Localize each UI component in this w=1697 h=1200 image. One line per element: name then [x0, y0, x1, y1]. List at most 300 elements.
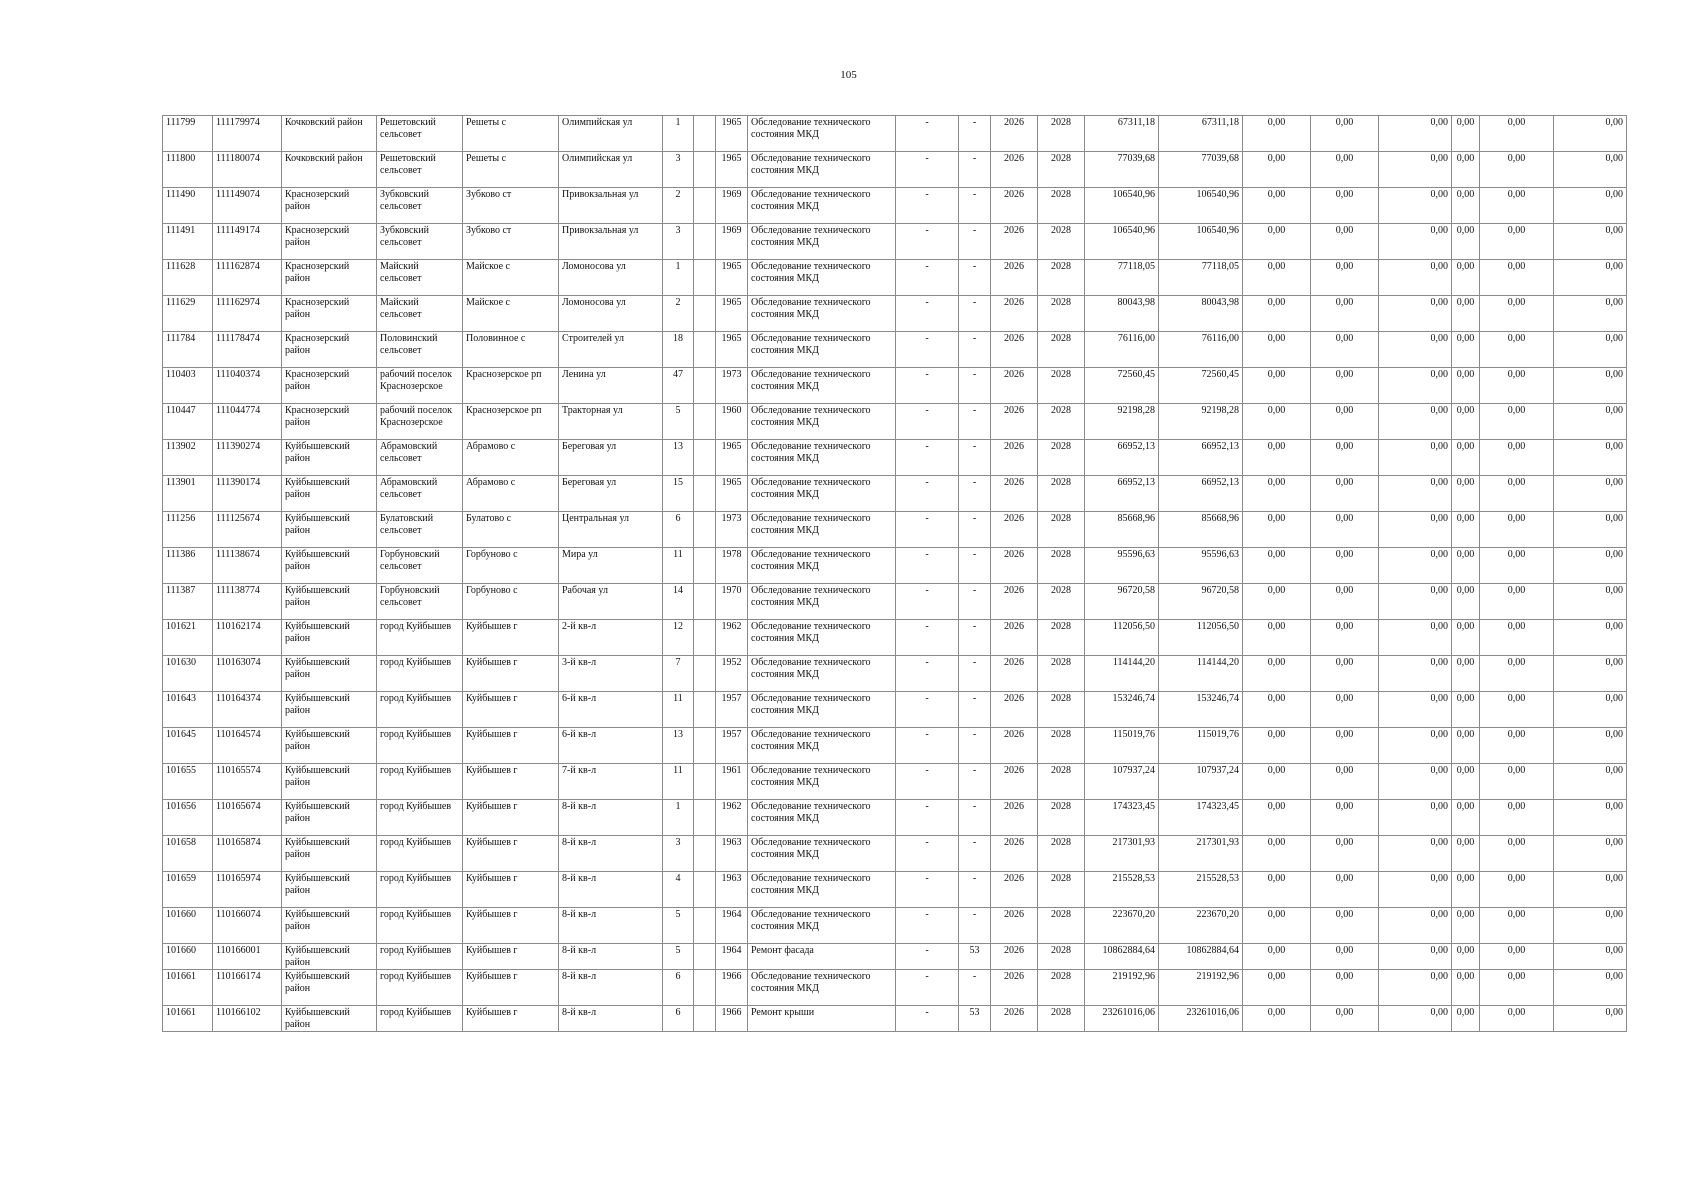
fund-3-cell: 0,00: [1379, 116, 1452, 152]
fund-4-cell: 0,00: [1452, 296, 1480, 332]
settlement-cell: Куйбышев г: [463, 620, 559, 656]
end-year-cell: 2028: [1038, 512, 1085, 548]
building-cell: [694, 656, 716, 692]
row-id-cell: 111386: [163, 548, 213, 584]
work-type-cell: Обследование технического состояния МКД: [748, 548, 896, 584]
start-year-cell: 2026: [991, 512, 1038, 548]
settlement-cell: Куйбышев г: [463, 872, 559, 908]
fund-3-cell: 0,00: [1379, 260, 1452, 296]
work-type-cell: Обследование технического состояния МКД: [748, 584, 896, 620]
table-body: [163, 116, 1627, 1032]
year-built-cell: 1965: [716, 332, 748, 368]
fund-1-cell: 0,00: [1243, 656, 1311, 692]
district-cell: Краснозерский район: [282, 368, 377, 404]
end-year-cell: 2028: [1038, 152, 1085, 188]
fund-2-cell: 0,00: [1311, 800, 1379, 836]
fund-3-cell: 0,00: [1379, 440, 1452, 476]
start-year-cell: 2026: [991, 970, 1038, 1006]
fund-5-cell: 0,00: [1480, 872, 1554, 908]
municipality-cell: город Куйбышев: [377, 728, 463, 764]
work-type-cell: Ремонт крыши: [748, 1006, 896, 1032]
end-year-cell: 2028: [1038, 224, 1085, 260]
fund-1-cell: 0,00: [1243, 152, 1311, 188]
fund-2-cell: 0,00: [1311, 908, 1379, 944]
fund-6-cell: 0,00: [1554, 296, 1627, 332]
row-id-cell: 111784: [163, 332, 213, 368]
param2-cell: -: [959, 512, 991, 548]
start-year-cell: 2026: [991, 656, 1038, 692]
house-number-cell: 7: [663, 656, 694, 692]
house-code-cell: 111149074: [213, 188, 282, 224]
end-year-cell: 2028: [1038, 872, 1085, 908]
end-year-cell: 2028: [1038, 620, 1085, 656]
street-cell: 8-й кв-л: [559, 872, 663, 908]
fund-3-cell: 0,00: [1379, 296, 1452, 332]
street-cell: Ленина ул: [559, 368, 663, 404]
fund-5-cell: 0,00: [1480, 476, 1554, 512]
total-cost-cell: 106540,96: [1085, 188, 1159, 224]
fund-2-cell: 0,00: [1311, 836, 1379, 872]
fund-1-cell: 0,00: [1243, 728, 1311, 764]
table-row: [163, 404, 1627, 440]
fund-4-cell: 0,00: [1452, 692, 1480, 728]
building-cell: [694, 1006, 716, 1032]
cost-cell: 96720,58: [1159, 584, 1243, 620]
district-cell: Куйбышевский район: [282, 548, 377, 584]
building-cell: [694, 440, 716, 476]
start-year-cell: 2026: [991, 332, 1038, 368]
cost-cell: 112056,50: [1159, 620, 1243, 656]
table-row: [163, 476, 1627, 512]
fund-2-cell: 0,00: [1311, 476, 1379, 512]
cost-cell: 114144,20: [1159, 656, 1243, 692]
fund-4-cell: 0,00: [1452, 800, 1480, 836]
fund-4-cell: 0,00: [1452, 548, 1480, 584]
param-cell: -: [896, 872, 959, 908]
total-cost-cell: 106540,96: [1085, 224, 1159, 260]
municipality-cell: Зубковский сельсовет: [377, 224, 463, 260]
settlement-cell: Зубково ст: [463, 224, 559, 260]
cost-cell: 23261016,06: [1159, 1006, 1243, 1032]
total-cost-cell: 217301,93: [1085, 836, 1159, 872]
house-number-cell: 11: [663, 764, 694, 800]
municipality-cell: Горбуновский сельсовет: [377, 584, 463, 620]
fund-5-cell: 0,00: [1480, 584, 1554, 620]
row-id-cell: 101660: [163, 944, 213, 970]
total-cost-cell: 223670,20: [1085, 908, 1159, 944]
cost-cell: 66952,13: [1159, 440, 1243, 476]
building-cell: [694, 908, 716, 944]
work-type-cell: Обследование технического состояния МКД: [748, 512, 896, 548]
municipality-cell: город Куйбышев: [377, 620, 463, 656]
fund-6-cell: 0,00: [1554, 800, 1627, 836]
row-id-cell: 111387: [163, 584, 213, 620]
year-built-cell: 1970: [716, 584, 748, 620]
fund-6-cell: 0,00: [1554, 548, 1627, 584]
param2-cell: -: [959, 296, 991, 332]
fund-6-cell: 0,00: [1554, 764, 1627, 800]
cost-cell: 115019,76: [1159, 728, 1243, 764]
fund-5-cell: 0,00: [1480, 970, 1554, 1006]
cost-cell: 106540,96: [1159, 224, 1243, 260]
table-row: [163, 764, 1627, 800]
district-cell: Куйбышевский район: [282, 1006, 377, 1032]
row-id-cell: 111629: [163, 296, 213, 332]
municipality-cell: город Куйбышев: [377, 872, 463, 908]
year-built-cell: 1964: [716, 908, 748, 944]
house-number-cell: 11: [663, 692, 694, 728]
district-cell: Куйбышевский район: [282, 656, 377, 692]
fund-6-cell: 0,00: [1554, 656, 1627, 692]
fund-3-cell: 0,00: [1379, 584, 1452, 620]
fund-1-cell: 0,00: [1243, 332, 1311, 368]
total-cost-cell: 174323,45: [1085, 800, 1159, 836]
total-cost-cell: 153246,74: [1085, 692, 1159, 728]
fund-4-cell: 0,00: [1452, 970, 1480, 1006]
total-cost-cell: 95596,63: [1085, 548, 1159, 584]
work-type-cell: Обследование технического состояния МКД: [748, 728, 896, 764]
total-cost-cell: 77039,68: [1085, 152, 1159, 188]
house-number-cell: 3: [663, 224, 694, 260]
end-year-cell: 2028: [1038, 656, 1085, 692]
param-cell: -: [896, 260, 959, 296]
total-cost-cell: 112056,50: [1085, 620, 1159, 656]
fund-1-cell: 0,00: [1243, 296, 1311, 332]
table-row: [163, 836, 1627, 872]
house-number-cell: 14: [663, 584, 694, 620]
param2-cell: -: [959, 116, 991, 152]
municipality-cell: город Куйбышев: [377, 908, 463, 944]
district-cell: Куйбышевский район: [282, 944, 377, 970]
fund-5-cell: 0,00: [1480, 944, 1554, 970]
end-year-cell: 2028: [1038, 836, 1085, 872]
fund-6-cell: 0,00: [1554, 152, 1627, 188]
district-cell: Краснозерский район: [282, 260, 377, 296]
street-cell: 3-й кв-л: [559, 656, 663, 692]
district-cell: Краснозерский район: [282, 404, 377, 440]
fund-5-cell: 0,00: [1480, 692, 1554, 728]
street-cell: Центральная ул: [559, 512, 663, 548]
start-year-cell: 2026: [991, 548, 1038, 584]
municipality-cell: город Куйбышев: [377, 1006, 463, 1032]
param2-cell: -: [959, 728, 991, 764]
param2-cell: -: [959, 970, 991, 1006]
work-type-cell: Обследование технического состояния МКД: [748, 224, 896, 260]
fund-6-cell: 0,00: [1554, 476, 1627, 512]
fund-5-cell: 0,00: [1480, 368, 1554, 404]
year-built-cell: 1965: [716, 476, 748, 512]
fund-3-cell: 0,00: [1379, 764, 1452, 800]
cost-cell: 215528,53: [1159, 872, 1243, 908]
row-id-cell: 101643: [163, 692, 213, 728]
house-code-cell: 111149174: [213, 224, 282, 260]
district-cell: Кочковский район: [282, 116, 377, 152]
street-cell: Тракторная ул: [559, 404, 663, 440]
municipality-cell: Абрамовский сельсовет: [377, 440, 463, 476]
fund-6-cell: 0,00: [1554, 188, 1627, 224]
cost-cell: 85668,96: [1159, 512, 1243, 548]
fund-4-cell: 0,00: [1452, 512, 1480, 548]
total-cost-cell: 115019,76: [1085, 728, 1159, 764]
year-built-cell: 1969: [716, 224, 748, 260]
param2-cell: -: [959, 368, 991, 404]
house-number-cell: 13: [663, 728, 694, 764]
total-cost-cell: 10862884,64: [1085, 944, 1159, 970]
house-number-cell: 6: [663, 970, 694, 1006]
fund-6-cell: 0,00: [1554, 260, 1627, 296]
total-cost-cell: 72560,45: [1085, 368, 1159, 404]
municipality-cell: город Куйбышев: [377, 800, 463, 836]
fund-2-cell: 0,00: [1311, 296, 1379, 332]
row-id-cell: 113902: [163, 440, 213, 476]
municipality-cell: Решетовский сельсовет: [377, 152, 463, 188]
house-number-cell: 2: [663, 296, 694, 332]
municipality-cell: город Куйбышев: [377, 944, 463, 970]
total-cost-cell: 107937,24: [1085, 764, 1159, 800]
municipality-cell: город Куйбышев: [377, 836, 463, 872]
house-number-cell: 15: [663, 476, 694, 512]
work-type-cell: Обследование технического состояния МКД: [748, 764, 896, 800]
fund-2-cell: 0,00: [1311, 584, 1379, 620]
building-cell: [694, 728, 716, 764]
year-built-cell: 1964: [716, 944, 748, 970]
param-cell: -: [896, 548, 959, 584]
param2-cell: 53: [959, 1006, 991, 1032]
building-cell: [694, 476, 716, 512]
fund-5-cell: 0,00: [1480, 620, 1554, 656]
house-code-cell: 111180074: [213, 152, 282, 188]
fund-2-cell: 0,00: [1311, 548, 1379, 584]
house-number-cell: 12: [663, 620, 694, 656]
total-cost-cell: 96720,58: [1085, 584, 1159, 620]
fund-1-cell: 0,00: [1243, 908, 1311, 944]
total-cost-cell: 80043,98: [1085, 296, 1159, 332]
start-year-cell: 2026: [991, 620, 1038, 656]
param2-cell: -: [959, 260, 991, 296]
table-row: [163, 440, 1627, 476]
start-year-cell: 2026: [991, 368, 1038, 404]
fund-2-cell: 0,00: [1311, 764, 1379, 800]
param-cell: -: [896, 296, 959, 332]
fund-2-cell: 0,00: [1311, 224, 1379, 260]
district-cell: Кочковский район: [282, 152, 377, 188]
fund-1-cell: 0,00: [1243, 404, 1311, 440]
building-cell: [694, 872, 716, 908]
row-id-cell: 101659: [163, 872, 213, 908]
year-built-cell: 1965: [716, 152, 748, 188]
building-cell: [694, 332, 716, 368]
fund-4-cell: 0,00: [1452, 440, 1480, 476]
street-cell: Привокзальная ул: [559, 188, 663, 224]
municipality-cell: город Куйбышев: [377, 764, 463, 800]
fund-3-cell: 0,00: [1379, 224, 1452, 260]
cost-cell: 10862884,64: [1159, 944, 1243, 970]
end-year-cell: 2028: [1038, 332, 1085, 368]
start-year-cell: 2026: [991, 944, 1038, 970]
work-type-cell: Обследование технического состояния МКД: [748, 836, 896, 872]
param2-cell: -: [959, 224, 991, 260]
fund-5-cell: 0,00: [1480, 260, 1554, 296]
settlement-cell: Решеты с: [463, 152, 559, 188]
district-cell: Куйбышевский район: [282, 872, 377, 908]
fund-6-cell: 0,00: [1554, 970, 1627, 1006]
house-code-cell: 111390274: [213, 440, 282, 476]
fund-5-cell: 0,00: [1480, 728, 1554, 764]
param2-cell: -: [959, 332, 991, 368]
fund-4-cell: 0,00: [1452, 260, 1480, 296]
district-cell: Куйбышевский район: [282, 764, 377, 800]
settlement-cell: Булатово с: [463, 512, 559, 548]
param-cell: -: [896, 332, 959, 368]
end-year-cell: 2028: [1038, 970, 1085, 1006]
row-id-cell: 111256: [163, 512, 213, 548]
settlement-cell: Горбуново с: [463, 548, 559, 584]
start-year-cell: 2026: [991, 800, 1038, 836]
fund-5-cell: 0,00: [1480, 1006, 1554, 1032]
street-cell: Рабочая ул: [559, 584, 663, 620]
table-row: [163, 368, 1627, 404]
fund-6-cell: 0,00: [1554, 836, 1627, 872]
district-cell: Краснозерский район: [282, 188, 377, 224]
year-built-cell: 1978: [716, 548, 748, 584]
fund-4-cell: 0,00: [1452, 728, 1480, 764]
start-year-cell: 2026: [991, 188, 1038, 224]
settlement-cell: Куйбышев г: [463, 908, 559, 944]
fund-3-cell: 0,00: [1379, 908, 1452, 944]
param2-cell: -: [959, 836, 991, 872]
cost-cell: 174323,45: [1159, 800, 1243, 836]
fund-6-cell: 0,00: [1554, 908, 1627, 944]
fund-4-cell: 0,00: [1452, 944, 1480, 970]
table-row: [163, 548, 1627, 584]
param2-cell: 53: [959, 944, 991, 970]
fund-3-cell: 0,00: [1379, 692, 1452, 728]
building-cell: [694, 764, 716, 800]
total-cost-cell: 92198,28: [1085, 404, 1159, 440]
param-cell: -: [896, 440, 959, 476]
row-id-cell: 101661: [163, 1006, 213, 1032]
start-year-cell: 2026: [991, 1006, 1038, 1032]
row-id-cell: 110447: [163, 404, 213, 440]
param-cell: -: [896, 944, 959, 970]
building-cell: [694, 548, 716, 584]
housing-repair-table: [162, 115, 1627, 1032]
fund-3-cell: 0,00: [1379, 152, 1452, 188]
fund-3-cell: 0,00: [1379, 970, 1452, 1006]
param2-cell: -: [959, 404, 991, 440]
house-number-cell: 1: [663, 260, 694, 296]
year-built-cell: 1973: [716, 368, 748, 404]
table-row: [163, 260, 1627, 296]
param-cell: -: [896, 224, 959, 260]
fund-6-cell: 0,00: [1554, 116, 1627, 152]
fund-6-cell: 0,00: [1554, 872, 1627, 908]
house-number-cell: 2: [663, 188, 694, 224]
district-cell: Куйбышевский район: [282, 476, 377, 512]
total-cost-cell: 77118,05: [1085, 260, 1159, 296]
house-code-cell: 110162174: [213, 620, 282, 656]
cost-cell: 217301,93: [1159, 836, 1243, 872]
param2-cell: -: [959, 800, 991, 836]
house-number-cell: 5: [663, 944, 694, 970]
house-number-cell: 1: [663, 116, 694, 152]
row-id-cell: 101658: [163, 836, 213, 872]
start-year-cell: 2026: [991, 440, 1038, 476]
fund-4-cell: 0,00: [1452, 368, 1480, 404]
building-cell: [694, 970, 716, 1006]
end-year-cell: 2028: [1038, 692, 1085, 728]
work-type-cell: Обследование технического состояния МКД: [748, 152, 896, 188]
param-cell: -: [896, 512, 959, 548]
house-number-cell: 1: [663, 800, 694, 836]
fund-1-cell: 0,00: [1243, 584, 1311, 620]
fund-1-cell: 0,00: [1243, 764, 1311, 800]
municipality-cell: город Куйбышев: [377, 970, 463, 1006]
settlement-cell: Куйбышев г: [463, 970, 559, 1006]
param-cell: -: [896, 800, 959, 836]
street-cell: Ломоносова ул: [559, 296, 663, 332]
fund-6-cell: 0,00: [1554, 692, 1627, 728]
municipality-cell: рабочий поселок Краснозерское: [377, 404, 463, 440]
total-cost-cell: 23261016,06: [1085, 1006, 1159, 1032]
fund-1-cell: 0,00: [1243, 512, 1311, 548]
end-year-cell: 2028: [1038, 260, 1085, 296]
house-number-cell: 3: [663, 152, 694, 188]
district-cell: Куйбышевский район: [282, 970, 377, 1006]
row-id-cell: 111490: [163, 188, 213, 224]
fund-3-cell: 0,00: [1379, 368, 1452, 404]
street-cell: Ломоносова ул: [559, 260, 663, 296]
fund-4-cell: 0,00: [1452, 116, 1480, 152]
cost-cell: 107937,24: [1159, 764, 1243, 800]
end-year-cell: 2028: [1038, 800, 1085, 836]
house-code-cell: 110165974: [213, 872, 282, 908]
house-code-cell: 110166074: [213, 908, 282, 944]
fund-1-cell: 0,00: [1243, 368, 1311, 404]
param2-cell: -: [959, 764, 991, 800]
param-cell: -: [896, 692, 959, 728]
settlement-cell: Куйбышев г: [463, 764, 559, 800]
end-year-cell: 2028: [1038, 908, 1085, 944]
row-id-cell: 111800: [163, 152, 213, 188]
cost-cell: 77039,68: [1159, 152, 1243, 188]
fund-2-cell: 0,00: [1311, 728, 1379, 764]
fund-2-cell: 0,00: [1311, 656, 1379, 692]
fund-5-cell: 0,00: [1480, 116, 1554, 152]
fund-6-cell: 0,00: [1554, 728, 1627, 764]
fund-5-cell: 0,00: [1480, 764, 1554, 800]
work-type-cell: Обследование технического состояния МКД: [748, 476, 896, 512]
year-built-cell: 1969: [716, 188, 748, 224]
settlement-cell: Куйбышев г: [463, 800, 559, 836]
building-cell: [694, 692, 716, 728]
street-cell: 2-й кв-л: [559, 620, 663, 656]
fund-2-cell: 0,00: [1311, 512, 1379, 548]
page-number: 105: [840, 69, 857, 81]
municipality-cell: Булатовский сельсовет: [377, 512, 463, 548]
fund-3-cell: 0,00: [1379, 332, 1452, 368]
fund-3-cell: 0,00: [1379, 620, 1452, 656]
house-code-cell: 111179974: [213, 116, 282, 152]
settlement-cell: Майское с: [463, 260, 559, 296]
param2-cell: -: [959, 872, 991, 908]
work-type-cell: Обследование технического состояния МКД: [748, 440, 896, 476]
fund-2-cell: 0,00: [1311, 1006, 1379, 1032]
settlement-cell: Куйбышев г: [463, 692, 559, 728]
fund-2-cell: 0,00: [1311, 260, 1379, 296]
fund-5-cell: 0,00: [1480, 656, 1554, 692]
district-cell: Куйбышевский район: [282, 692, 377, 728]
